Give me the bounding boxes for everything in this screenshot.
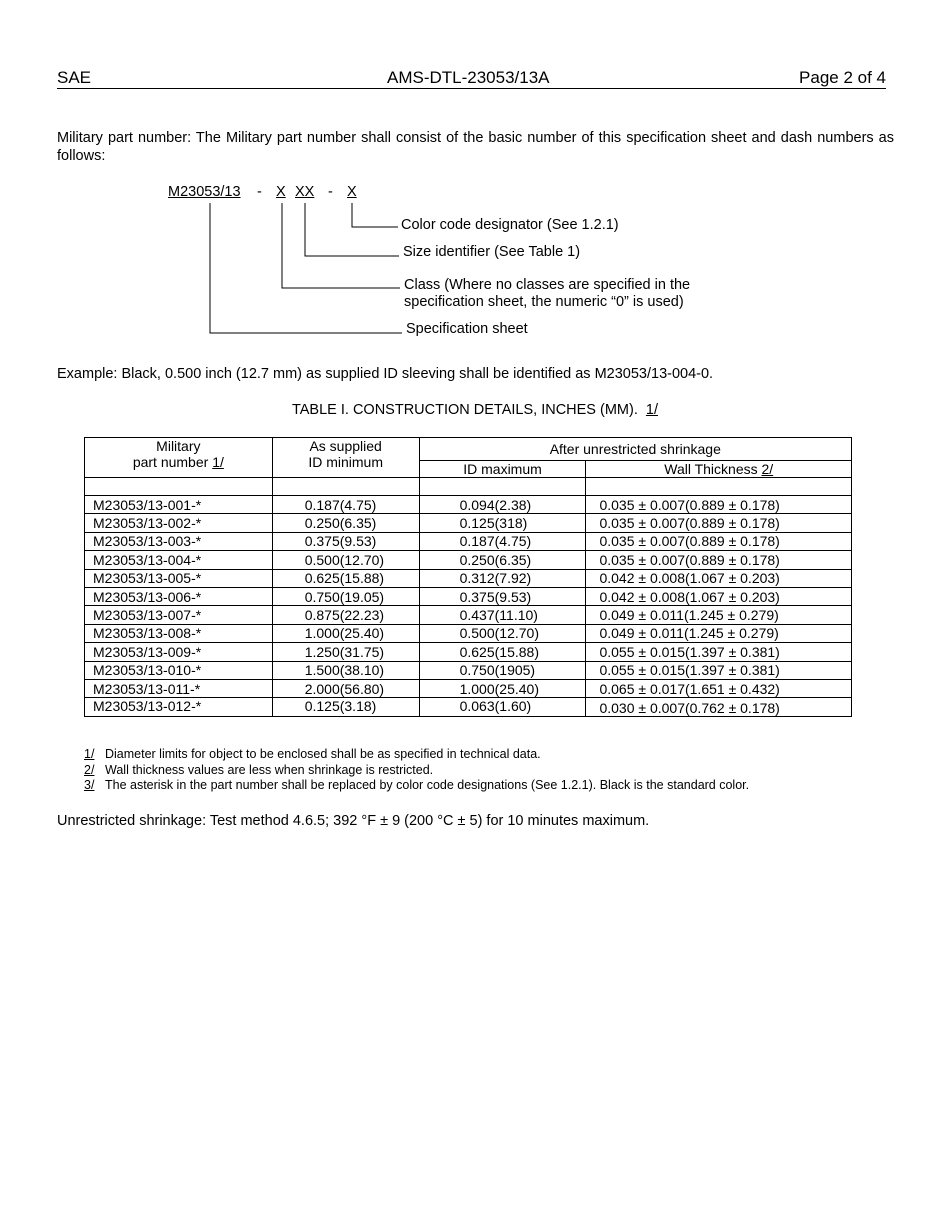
as-supplied-id-cell: 0.625(15.88)	[272, 569, 419, 587]
table-row	[85, 624, 852, 642]
footnote-item	[84, 778, 884, 794]
part-number-cell: M23053/13-008-*	[85, 624, 273, 642]
wall-thickness-cell: 0.042 ± 0.008(1.067 ± 0.203)	[586, 569, 852, 587]
header-doc-id: AMS-DTL-23053/13A	[387, 68, 550, 87]
table-row	[85, 679, 852, 697]
header-col2-line2: ID minimum	[308, 454, 383, 470]
part-number-cell: M23053/13-010-*	[85, 661, 273, 679]
part-number-cell: M23053/13-002-*	[85, 514, 273, 532]
diagram-dash-2: -	[328, 184, 333, 200]
diagram-dash-1: -	[257, 184, 262, 200]
id-maximum-cell: 0.312(7.92)	[419, 569, 586, 587]
diagram-label-class-line1: Class (Where no classes are specified in the	[404, 277, 691, 293]
header-military-part-number	[85, 438, 273, 478]
diagram-color-code: X	[347, 184, 357, 200]
as-supplied-id-cell: 1.250(31.75)	[272, 643, 419, 661]
header-rule	[57, 88, 886, 89]
id-maximum-cell: 0.437(11.10)	[419, 606, 586, 624]
header-wall-thickness	[586, 461, 852, 478]
table-row	[85, 532, 852, 550]
diagram-class-code: X	[276, 184, 286, 200]
id-maximum-cell: 0.250(6.35)	[419, 551, 586, 569]
as-supplied-id-cell: 1.000(25.40)	[272, 624, 419, 642]
as-supplied-id-cell: 0.187(4.75)	[272, 496, 419, 514]
header-as-supplied	[272, 438, 419, 478]
shrinkage-paragraph: Unrestricted shrinkage: Test method 4.6.5; 392 °F ± 9 (200 °C ± 5) for 10 minutes maximum.	[57, 813, 650, 829]
diagram-label-size: Size identifier (See Table 1)	[403, 244, 581, 260]
page-header	[57, 68, 886, 88]
part-number-cell: M23053/13-012-*	[85, 698, 273, 716]
diagram-label-class-line2: specification sheet, the numeric “0” is used)	[404, 294, 684, 310]
wall-thickness-cell: 0.042 ± 0.008(1.067 ± 0.203)	[586, 587, 852, 605]
footnote-item	[84, 747, 884, 763]
table-row	[85, 514, 852, 532]
wall-thickness-cell: 0.035 ± 0.007(0.889 ± 0.178)	[586, 496, 852, 514]
table-row	[85, 698, 852, 716]
spacer-cell	[419, 478, 586, 496]
as-supplied-id-cell: 0.375(9.53)	[272, 532, 419, 550]
footnote-text: Wall thickness values are less when shrinkage is restricted.	[105, 762, 434, 777]
part-number-diagram	[0, 0, 950, 360]
diagram-label-color: Color code designator (See 1.2.1)	[401, 217, 619, 233]
table-title-footnote: 1/	[645, 402, 659, 418]
spacer-cell	[586, 478, 852, 496]
header-col4-footnote: 2/	[761, 461, 774, 477]
spacer-cell	[85, 478, 273, 496]
as-supplied-id-cell: 0.125(3.18)	[272, 698, 419, 716]
part-number-cell: M23053/13-001-*	[85, 496, 273, 514]
part-number-cell: M23053/13-006-*	[85, 587, 273, 605]
header-org: SAE	[57, 68, 92, 87]
id-maximum-cell: 0.094(2.38)	[419, 496, 586, 514]
wall-thickness-cell: 0.030 ± 0.007(0.762 ± 0.178)	[586, 698, 852, 716]
footnote-text: The asterisk in the part number shall be replaced by color code designations (See 1.2.1). Black is the standard color.	[105, 778, 750, 792]
header-col1-line2	[85, 454, 272, 470]
footnote-number: 3/	[84, 778, 95, 792]
as-supplied-id-cell: 0.875(22.23)	[272, 606, 419, 624]
header-col1-text: part number	[132, 454, 209, 470]
construction-details-table	[84, 437, 852, 717]
wall-thickness-cell: 0.035 ± 0.007(0.889 ± 0.178)	[586, 532, 852, 550]
footnote-number: 2/	[84, 762, 95, 777]
part-number-cell: M23053/13-003-*	[85, 532, 273, 550]
table-row	[85, 569, 852, 587]
footnote-number: 1/	[84, 747, 95, 761]
part-number-cell: M23053/13-011-*	[85, 679, 273, 697]
table-row	[85, 643, 852, 661]
part-number-cell: M23053/13-005-*	[85, 569, 273, 587]
id-maximum-cell: 0.187(4.75)	[419, 532, 586, 550]
table-row	[85, 551, 852, 569]
id-maximum-cell: 0.063(1.60)	[419, 698, 586, 716]
spacer-cell	[272, 478, 419, 496]
id-maximum-cell: 0.500(12.70)	[419, 624, 586, 642]
id-maximum-cell: 1.000(25.40)	[419, 679, 586, 697]
as-supplied-id-cell: 1.500(38.10)	[272, 661, 419, 679]
wall-thickness-cell: 0.049 ± 0.011(1.245 ± 0.279)	[586, 606, 852, 624]
header-page-number: Page 2 of 4	[799, 68, 886, 87]
part-number-cell: M23053/13-007-*	[85, 606, 273, 624]
diagram-leader-lines	[0, 0, 950, 360]
table-body	[85, 496, 852, 717]
header-col1-footnote: 1/	[212, 454, 224, 470]
example-paragraph: Example: Black, 0.500 inch (12.7 mm) as supplied ID sleeving shall be identified as M23053/13-004-0.	[57, 366, 714, 382]
as-supplied-id-cell: 0.750(19.05)	[272, 587, 419, 605]
part-number-cell: M23053/13-009-*	[85, 643, 273, 661]
id-maximum-cell: 0.625(15.88)	[419, 643, 586, 661]
wall-thickness-cell: 0.035 ± 0.007(0.889 ± 0.178)	[586, 514, 852, 532]
id-maximum-cell: 0.125(318)	[419, 514, 586, 532]
wall-thickness-cell: 0.065 ± 0.017(1.651 ± 0.432)	[586, 679, 852, 697]
header-col1-line1: Military	[156, 438, 201, 454]
table-title-text: TABLE I. CONSTRUCTION DETAILS, INCHES (MM).	[291, 402, 638, 418]
as-supplied-id-cell: 2.000(56.80)	[272, 679, 419, 697]
wall-thickness-cell: 0.055 ± 0.015(1.397 ± 0.381)	[586, 661, 852, 679]
table-row	[85, 587, 852, 605]
table-row	[85, 496, 852, 514]
header-col4-text: Wall Thickness	[664, 461, 758, 477]
table-footnotes	[84, 747, 884, 794]
footnote-item	[84, 763, 884, 779]
diagram-label-spec: Specification sheet	[406, 321, 528, 337]
wall-thickness-cell: 0.055 ± 0.015(1.397 ± 0.381)	[586, 643, 852, 661]
header-col2-line1: As supplied	[309, 438, 382, 454]
footnote-text: Diameter limits for object to be enclosed shall be as specified in technical data.	[105, 747, 541, 761]
header-after-shrinkage: After unrestricted shrinkage	[419, 438, 851, 461]
id-maximum-cell: 0.750(1905)	[419, 661, 586, 679]
diagram-base-number: M23053/13	[168, 184, 241, 200]
table-row	[85, 661, 852, 679]
table-row	[85, 606, 852, 624]
table-title	[0, 401, 950, 419]
wall-thickness-cell: 0.049 ± 0.011(1.245 ± 0.279)	[586, 624, 852, 642]
diagram-size-code: XX	[295, 184, 315, 200]
id-maximum-cell: 0.375(9.53)	[419, 587, 586, 605]
intro-paragraph: Military part number: The Military part number shall consist of the basic number of this specification sheet and dash numbers as follows:	[57, 130, 894, 164]
as-supplied-id-cell: 0.500(12.70)	[272, 551, 419, 569]
table-spacer-row	[85, 478, 852, 496]
header-id-maximum: ID maximum	[419, 461, 586, 478]
part-number-cell: M23053/13-004-*	[85, 551, 273, 569]
as-supplied-id-cell: 0.250(6.35)	[272, 514, 419, 532]
wall-thickness-cell: 0.035 ± 0.007(0.889 ± 0.178)	[586, 551, 852, 569]
